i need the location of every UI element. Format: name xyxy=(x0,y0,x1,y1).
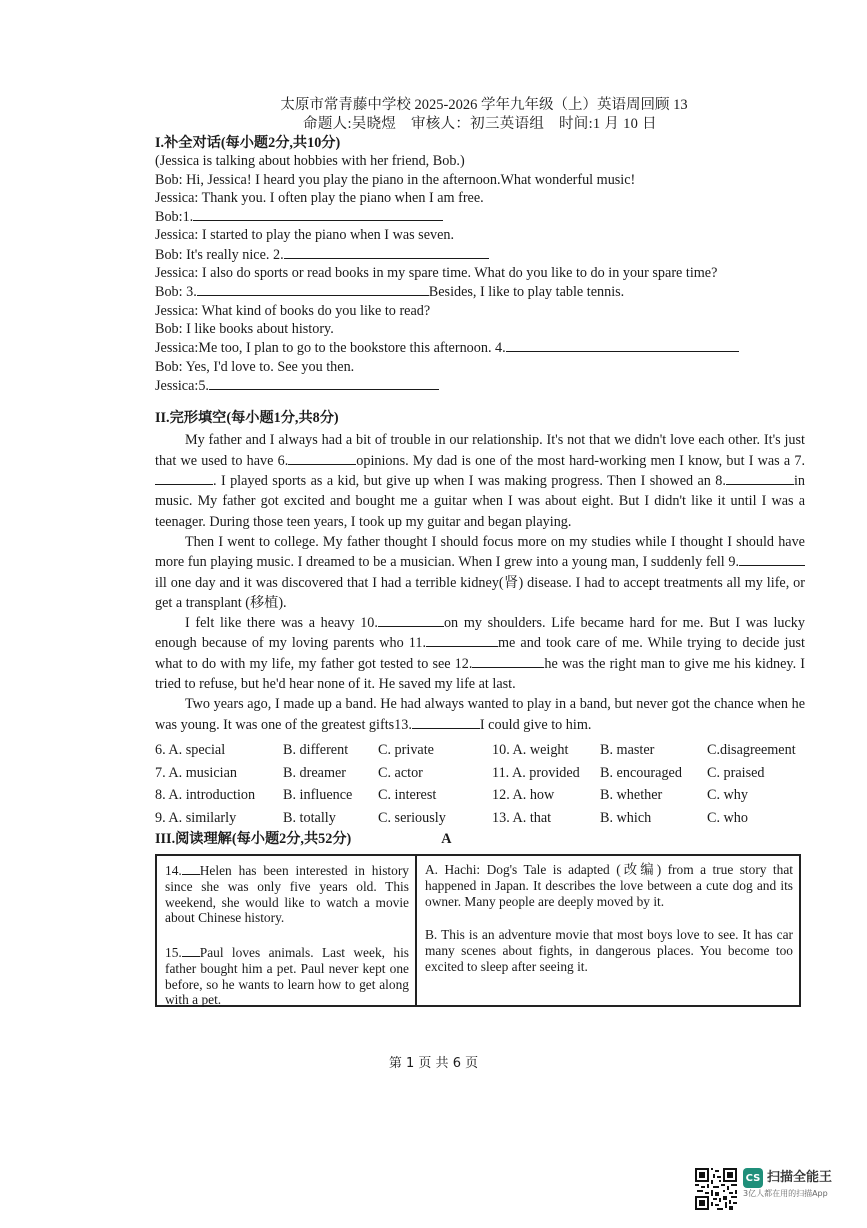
answer-blank[interactable] xyxy=(726,471,794,485)
option[interactable]: B. dreamer xyxy=(283,764,347,781)
answer-blank[interactable] xyxy=(506,338,739,352)
option-row xyxy=(155,739,805,762)
dialogue-line-blank-5: Jessica:5. xyxy=(155,376,805,395)
dialogue-line: Bob: Hi, Jessica! I heard you play the piano in the afternoon.What wonderful music! xyxy=(155,171,636,188)
answer-blank[interactable] xyxy=(288,451,356,465)
section3-heading: III.阅读理解(每小题2分,共52分) xyxy=(155,830,352,847)
option[interactable]: C. private xyxy=(378,742,434,758)
scanner-tagline: 3亿人都在用的扫描App xyxy=(743,1189,828,1198)
option[interactable]: 8. A. introduction xyxy=(155,787,256,803)
answer-blank[interactable] xyxy=(378,613,444,627)
scanner-name: 扫描全能王 xyxy=(767,1170,833,1185)
camscanner-logo-icon: CS xyxy=(743,1168,763,1188)
option[interactable]: C. why xyxy=(707,787,748,803)
option[interactable]: B. totally xyxy=(283,809,336,826)
answer-blank[interactable] xyxy=(155,471,213,485)
dialogue-line: Bob: I like books about history. xyxy=(155,320,334,337)
option-row xyxy=(155,806,805,829)
option[interactable]: C. interest xyxy=(378,787,437,803)
option[interactable]: B. encouraged xyxy=(600,764,682,781)
matching-question-14: 14. Helen has been interested in history since she was only five years old. This weekend, she would like to watch a movie about Chinese history. xyxy=(165,862,409,926)
option[interactable]: 13. A. that xyxy=(492,809,552,826)
dialogue-line: Jessica: I also do sports or read books in my spare time. What do you like to do in your spare time? xyxy=(155,265,718,282)
option[interactable]: B. which xyxy=(600,809,652,826)
dialogue-line: Jessica: What kind of books do you like to read? xyxy=(155,302,431,319)
exam-title: 太原市常青藤中学校 2025-2026 学年九年级（上）英语周回顾 13 xyxy=(280,97,688,113)
page-footer: 第 1 页 共 6 页 xyxy=(388,1056,479,1071)
answer-blank[interactable] xyxy=(197,282,429,296)
matching-question-15: 15. Paul loves animals. Last week, his father bought him a pet. Paul never kept one before, so he wants to learn how to get along with a pet. xyxy=(165,945,409,1008)
cloze-options xyxy=(155,739,805,829)
option[interactable]: 11. A. provided xyxy=(492,764,580,781)
section1-heading: I.补全对话(每小题2分,共10分) xyxy=(155,135,341,151)
option[interactable]: 7. A. musician xyxy=(155,764,237,781)
option[interactable]: 10. A. weight xyxy=(492,742,569,758)
dialogue-line: Jessica: I started to play the piano when I was seven. xyxy=(155,227,455,244)
option[interactable]: 12. A. how xyxy=(492,787,555,803)
option[interactable]: C. who xyxy=(707,809,748,826)
option-row xyxy=(155,761,805,784)
answer-blank[interactable] xyxy=(739,552,805,566)
option[interactable]: C. seriously xyxy=(378,809,446,826)
option-row xyxy=(155,784,805,807)
movie-option-a: A. Hachi: Dog's Tale is adapted (改编) from a true story that happened in Japan. It describes the love between a cute dog and its owner. Many people are deeply moved by it. xyxy=(425,861,793,909)
exam-subtitle: 命题人:吴晓煜 审核人：初三英语组 时间:1 月 10 日 xyxy=(303,116,657,132)
option[interactable]: 6. A. special xyxy=(155,742,226,758)
option[interactable]: B. master xyxy=(600,742,655,758)
answer-blank[interactable] xyxy=(182,862,200,875)
dialogue-line-blank-3: Bob: 3. Besides, I like to play table tennis. xyxy=(155,284,625,301)
option[interactable]: B. different xyxy=(283,742,349,758)
section2-heading: II.完形填空(每小题1分,共8分) xyxy=(155,410,339,427)
cloze-paragraph-2: Then I went to college. My father thought I should focus more on my studies while I thought I should have more fun playing music. I dreamed to be a musician. When I grew into a young man, I suddenly fell 9.ill one day and it was discovered that I had a terrible kidney(肾) disease. I had to accept treatments all my life, or get a transplant (移植). xyxy=(155,533,805,611)
option[interactable]: C. actor xyxy=(378,764,423,781)
answer-blank[interactable] xyxy=(182,944,200,957)
scanner-brand xyxy=(743,1168,832,1200)
answer-blank[interactable] xyxy=(412,715,480,729)
answer-blank[interactable] xyxy=(426,633,498,647)
matching-people xyxy=(157,856,417,1008)
matching-movies xyxy=(417,856,799,1005)
option[interactable]: B. whether xyxy=(600,787,663,803)
dialogue-line: Bob: Yes, I'd love to. See you then. xyxy=(155,358,355,375)
cloze-paragraph-3: I felt like there was a heavy 10. on my shoulders. Life became hard for me. But I was lucky enough because of my loving parents who 11. me and took care of me. While trying to decide just what to do with my life, my father got tested to see 12. he was the right man to give me his kidney. I tried to refuse, but he'd hear none of it. He saved my life at last. xyxy=(155,615,805,693)
dialogue-line: Jessica: Thank you. I often play the piano when I am free. xyxy=(155,189,484,206)
answer-blank[interactable] xyxy=(209,376,439,390)
dialogue-line-blank-4: Jessica:Me too, I plan to go to the bookstore this afternoon. 4. xyxy=(155,338,805,357)
answer-blank[interactable] xyxy=(193,207,443,221)
scanner-watermark xyxy=(695,1168,832,1210)
section3-part-label: A xyxy=(441,830,452,847)
section3-header xyxy=(155,829,805,849)
answer-blank[interactable] xyxy=(284,245,489,259)
option[interactable]: B. influence xyxy=(283,787,353,803)
cloze-paragraph-4: Two years ago, I made up a band. He had always wanted to play in a band, but never got the chance when he was young. It was one of the greatest gifts13. I could give to him. xyxy=(155,696,805,733)
option[interactable]: 9. A. similarly xyxy=(155,809,237,826)
dialogue-intro: (Jessica is talking about hobbies with her friend, Bob.) xyxy=(155,153,465,170)
dialogue-line-blank-1: Bob:1. xyxy=(155,207,805,226)
exam-page xyxy=(155,96,805,1007)
dialogue-line-blank-2: Bob: It's really nice. 2. xyxy=(155,245,805,264)
movie-option-b: B. This is an adventure movie that most boys love to see. It has car many scenes about fights, in dangerous places. You become too excited to sleep after seeing it. xyxy=(425,927,793,974)
qr-code-icon xyxy=(695,1168,737,1210)
answer-blank[interactable] xyxy=(472,654,544,668)
cloze-paragraph-1: My father and I always had a bit of trouble in our relationship. It's not that we didn't love each other. It's just that we used to have 6. opinions. My dad is one of the most hard-working men I know, but I was a 7.. I played sports as a kid, but give up when I was making progress. Then I showed an 8. in music. My father got excited and bought me a guitar when I was about eight. But I didn't like it until I was a teenager. During those teen years, I took up my guitar and began playing. xyxy=(155,432,806,530)
option[interactable]: C. praised xyxy=(707,764,765,781)
option[interactable]: C.disagreement xyxy=(707,742,796,758)
matching-box xyxy=(155,854,801,1007)
